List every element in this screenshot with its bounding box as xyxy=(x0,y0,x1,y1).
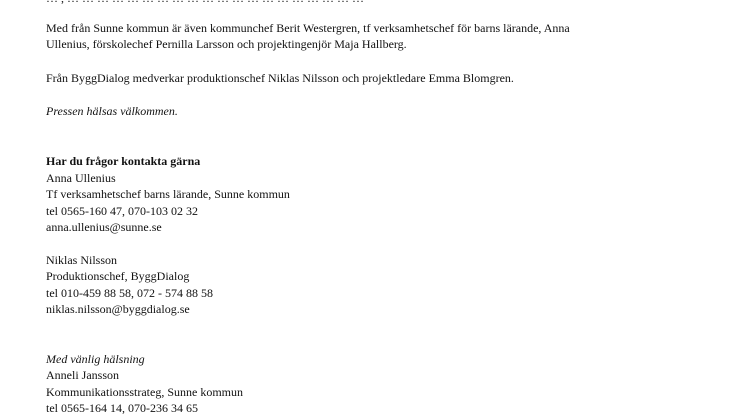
contact-2-phone: tel 010-459 88 58, 072 - 574 88 58 xyxy=(46,285,213,300)
closing-title: Kommunikationsstrateg, Sunne kommun xyxy=(46,384,243,399)
contact-1-email[interactable]: anna.ullenius@sunne.se xyxy=(46,220,162,235)
paragraph-pressen: Pressen hälsas välkommen. xyxy=(46,104,178,118)
paragraph-kommun-line-2: Ullenius, förskolechef Pernilla Larsson och projektingenjör Maja Hallberg. xyxy=(46,37,407,52)
contact-person-2 xyxy=(46,252,696,318)
contact-person-1 xyxy=(46,170,696,236)
contact-2-email[interactable]: niklas.nilsson@byggdialog.se xyxy=(46,302,190,317)
contact-2-title: Produktionschef, ByggDialog xyxy=(46,269,190,284)
closing-phone: tel 0565-164 14, 070-236 34 65 xyxy=(46,401,198,416)
closing-greeting: Med vänlig hälsning xyxy=(46,352,145,366)
contact-1-name: Anna Ullenius xyxy=(46,171,116,185)
contact-2-name: Niklas Nilsson xyxy=(46,253,118,267)
cut-off-text-line xyxy=(46,0,364,6)
closing-name: Anneli Jansson xyxy=(46,368,119,383)
paragraph-byggdialog: Från ByggDialog medverkar produktionschef Niklas Nilsson och projektledare Emma Blomgren. xyxy=(46,71,514,85)
paragraph-kommun xyxy=(46,20,696,53)
contact-heading: Har du frågor kontakta gärna xyxy=(46,154,201,168)
paragraph-kommun-line-1: Med från Sunne kommun är även kommunchef Berit Westergren, tf verksamhetschef för barns lärande, Anna xyxy=(46,21,570,35)
contact-1-title: Tf verksamhetschef barns lärande, Sunne kommun xyxy=(46,187,290,202)
contact-1-phone: tel 0565-160 47, 070-103 02 32 xyxy=(46,203,198,218)
closing-signature xyxy=(46,351,696,417)
